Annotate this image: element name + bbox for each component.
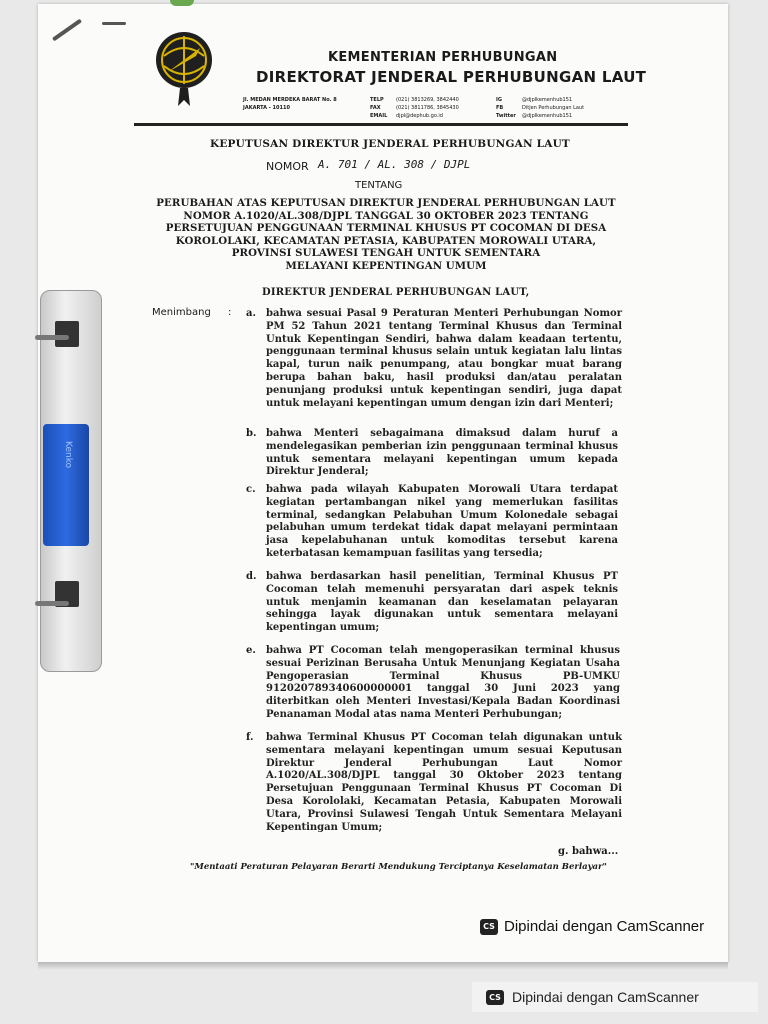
menimbang-colon: : <box>228 307 232 318</box>
item-text: bahwa berdasarkan hasil penelitian, Terminal Khusus PT Cocoman telah memenuhi persyaratan dari aspek teknis untuk menjamin keamanan dan keselamatan pelayaran sehingga layak digunakan untuk sementara melayani kepentingan umum; <box>266 571 618 634</box>
tentang-label: TENTANG <box>355 180 403 191</box>
document-title: KEPUTUSAN DIREKTUR JENDERAL PERHUBUNGAN LAUT <box>210 138 570 150</box>
item-text: bahwa Menteri sebagaimana dimaksud dalam huruf a mendelegasikan pemberian izin penggunaan terminal khusus untuk sementara melayani kepentingan umum kepada Direktur Jenderal; <box>266 428 618 478</box>
document-subject <box>150 197 622 272</box>
subject-line: KOROLOLAKI, KECAMATAN PETASIA, KABUPATEN MOROWALI UTARA, <box>175 234 597 247</box>
camscanner-footer <box>472 982 758 1012</box>
ig-label: IG <box>496 97 502 103</box>
address-line: JAKARTA - 10110 <box>243 105 290 111</box>
nomor-label: NOMOR <box>266 160 309 173</box>
ministry-logo-icon <box>150 26 222 110</box>
subject-line: NOMOR A.1020/AL.308/DJPL TANGGAL 30 OKTOBER 2023 TENTANG <box>183 209 589 222</box>
subject-line: PROVINSI SULAWESI TENGAH UNTUK SEMENTARA <box>231 247 541 259</box>
telp-value: (021) 3813269, 3842440 <box>396 97 459 103</box>
item-text: bahwa Terminal Khusus PT Cocoman telah digunakan untuk sementara melayani kepentingan umum sesuai Keputusan Direktur Jenderal Perhubungan Laut Nomor A.1020/AL.308/DJPL tanggal 30 Oktober 2023 tentang Persetujuan Penggunaan Terminal Khusus PT Cocoman Di Desa Korololaki, Kecamatan Petasia, Kabupaten Morowali Utara, Provinsi Sulawesi Tengah Untuk Sementara Melayani Kepentingan Umum; <box>266 732 622 833</box>
address-line: Jl. MEDAN MERDEKA BARAT No. 8 <box>243 97 337 103</box>
menimbang-label: Menimbang <box>152 307 211 318</box>
clip-wire <box>35 335 69 340</box>
contact-labels <box>370 96 387 120</box>
camscanner-footer-text: Dipindai dengan CamScanner <box>512 989 699 1005</box>
social-labels <box>496 96 516 120</box>
page-edge-shadow <box>38 962 728 970</box>
twitter-value: @djplkemenhub151 <box>522 113 573 119</box>
ig-value: @djplkemenhub151 <box>522 97 573 103</box>
address <box>243 96 337 112</box>
item-letter: f. <box>246 732 254 743</box>
subject-line: MELAYANI KEPENTINGAN UMUM <box>285 259 487 272</box>
twitter-label: Twitter <box>496 113 516 119</box>
item-text: bahwa pada wilayah Kabupaten Morowali Utara terdapat kegiatan pertambangan nikel yang memerlukan fasilitas terminal, sedangkan Pelabuhan Umum Kolonedale sebagai pelabuhan umum terdekat tidak dapat melayani permintaan jasa kepelabuhanan untuk komoditas tersebut karena keterbatasan kemampuan fasilitas yang tersedia; <box>266 484 618 559</box>
clip-slot <box>55 321 79 347</box>
camscanner-logo-icon: CS <box>480 919 498 935</box>
fb-label: FB <box>496 105 504 111</box>
letterhead-rule <box>134 123 628 126</box>
social-values <box>522 96 584 120</box>
item-letter: b. <box>246 428 257 439</box>
clip-wire <box>35 601 69 606</box>
fax-label: FAX <box>370 105 381 111</box>
item-letter: d. <box>246 571 257 582</box>
contact-values <box>396 96 459 120</box>
continued-marker: g. bahwa... <box>558 846 619 857</box>
camscanner-logo-icon: CS <box>486 990 504 1005</box>
email-label: EMAIL <box>370 113 388 119</box>
item-letter: a. <box>246 308 256 319</box>
clip-label: Kenko <box>63 441 73 469</box>
green-mark <box>170 0 194 6</box>
issuer-heading: DIREKTUR JENDERAL PERHUBUNGAN LAUT, <box>262 287 530 298</box>
camscanner-text: Dipindai dengan CamScanner <box>504 918 705 935</box>
fb-value: Ditjen Perhubungan Laut <box>522 105 585 111</box>
ministry-name: KEMENTERIAN PERHUBUNGAN <box>328 50 558 65</box>
item-letter: c. <box>246 484 256 495</box>
item-text: bahwa sesuai Pasal 9 Peraturan Menteri Perhubungan Nomor PM 52 Tahun 2021 tentang Terminal Khusus dan Terminal Untuk Kepentingan Sendiri, bahwa dalam keadaan tertentu, penggunaan terminal khusus selain untuk kegiatan lalu lintas kapal, turun naik penumpang, atau bongkar muat barang berupa bahan baku, hasil produksi dan/atau peralatan penunjang produksi untuk kepentingan sendiri, juga dapat untuk melayani kepentingan umum dengan izin dari Menteri; <box>266 308 622 409</box>
subject-line: PERSETUJUAN PENGGUNAAN TERMINAL KHUSUS PT COCOMAN DI DESA <box>165 222 607 234</box>
item-letter: e. <box>246 645 256 656</box>
directorate-name: DIREKTORAT JENDERAL PERHUBUNGAN LAUT <box>256 68 647 86</box>
footer-motto: "Mentaati Peraturan Pelayaran Berarti Mendukung Terciptanya Keselamatan Berlayar" <box>190 862 607 872</box>
subject-line: PERUBAHAN ATAS KEPUTUSAN DIREKTUR JENDERAL PERHUBUNGAN LAUT <box>156 197 616 209</box>
binder-clip <box>40 290 102 672</box>
item-text: bahwa PT Cocoman telah mengoperasikan terminal khusus sesuai Perizinan Berusaha Untuk Menunjang Kegiatan Usaha Pengoperasian Terminal Khusus PB-UMKU 912020789340600000001 tanggal 30 Juni 2023 yang diterbitkan oleh Menteri Investasi/Kepala Badan Koordinasi Penanaman Modal atas nama Menteri Perhubungan; <box>266 645 620 720</box>
camscanner-watermark <box>480 918 704 935</box>
email-value: djpl@dephub.go.id <box>396 113 443 119</box>
nomor-value: A. 701 / AL. 308 / DJPL <box>318 158 471 171</box>
fax-value: (021) 3811786, 3845430 <box>396 105 459 111</box>
pen-mark <box>102 22 126 25</box>
telp-label: TELP <box>370 97 384 103</box>
